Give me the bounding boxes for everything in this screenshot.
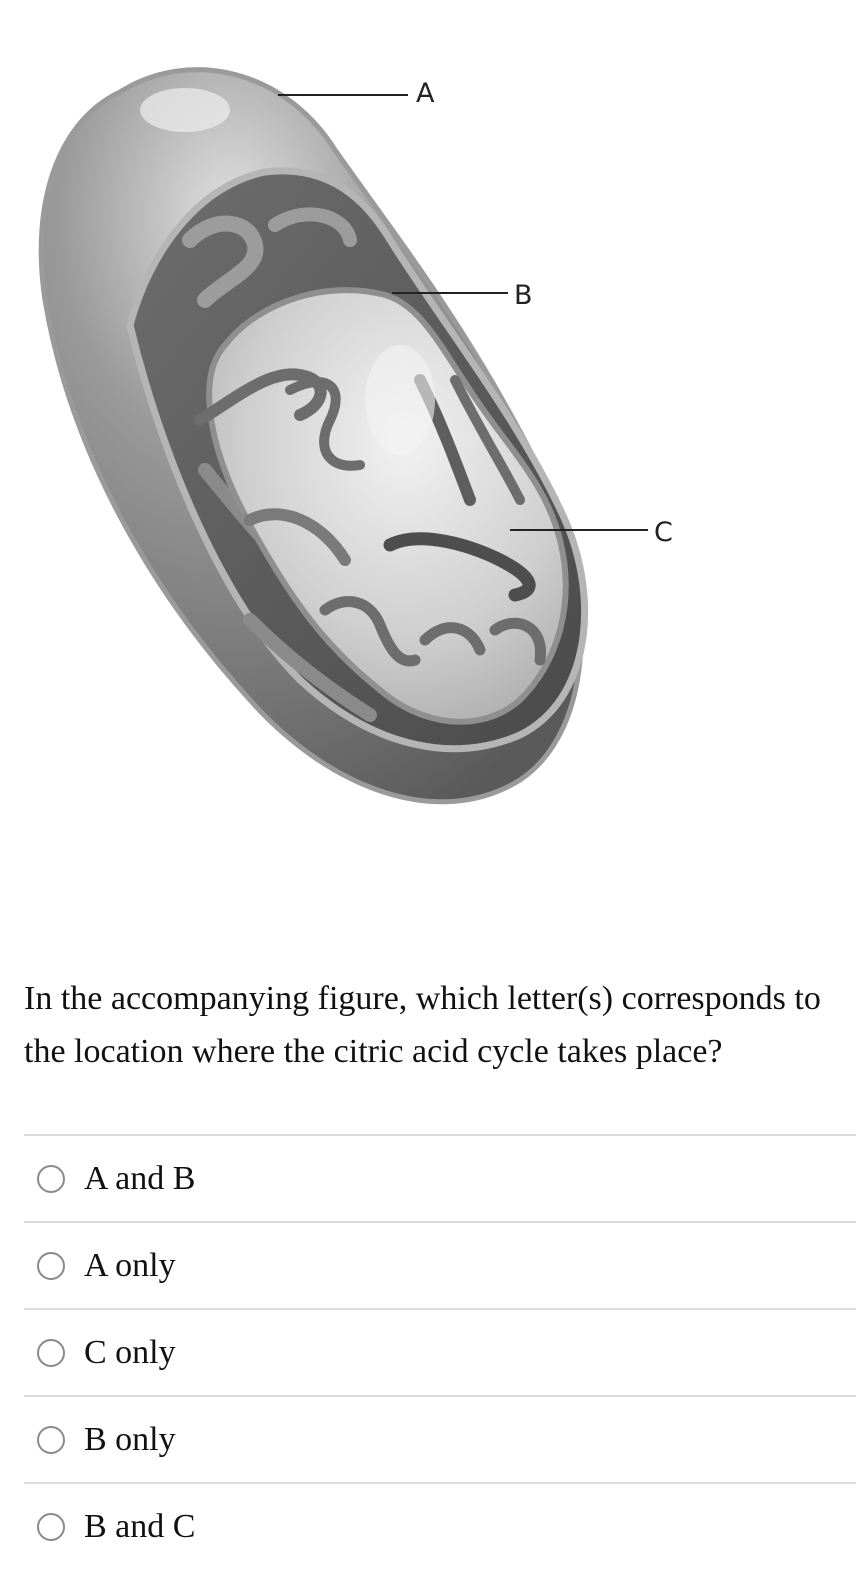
option-label: A only: [84, 1246, 176, 1284]
answer-options: [24, 1134, 856, 1569]
label-c: C: [654, 517, 673, 548]
option-b-only[interactable]: [24, 1397, 856, 1484]
radio-button[interactable]: [37, 1165, 65, 1193]
option-label: B only: [84, 1420, 176, 1458]
option-label: B and C: [84, 1507, 196, 1545]
radio-button[interactable]: [37, 1426, 65, 1454]
radio-button[interactable]: [37, 1252, 65, 1280]
option-label: C only: [84, 1333, 176, 1371]
option-label: A and B: [84, 1159, 196, 1197]
label-a: A: [416, 78, 435, 109]
option-a-and-b[interactable]: [24, 1136, 856, 1223]
option-c-only[interactable]: [24, 1310, 856, 1397]
radio-button[interactable]: [37, 1513, 65, 1541]
radio-button[interactable]: [37, 1339, 65, 1367]
option-b-and-c[interactable]: [24, 1484, 856, 1569]
label-b: B: [514, 280, 533, 311]
option-a-only[interactable]: [24, 1223, 856, 1310]
question-text: In the accompanying figure, which letter(s) corresponds to the location where the citric acid cycle takes place?: [24, 980, 821, 1070]
